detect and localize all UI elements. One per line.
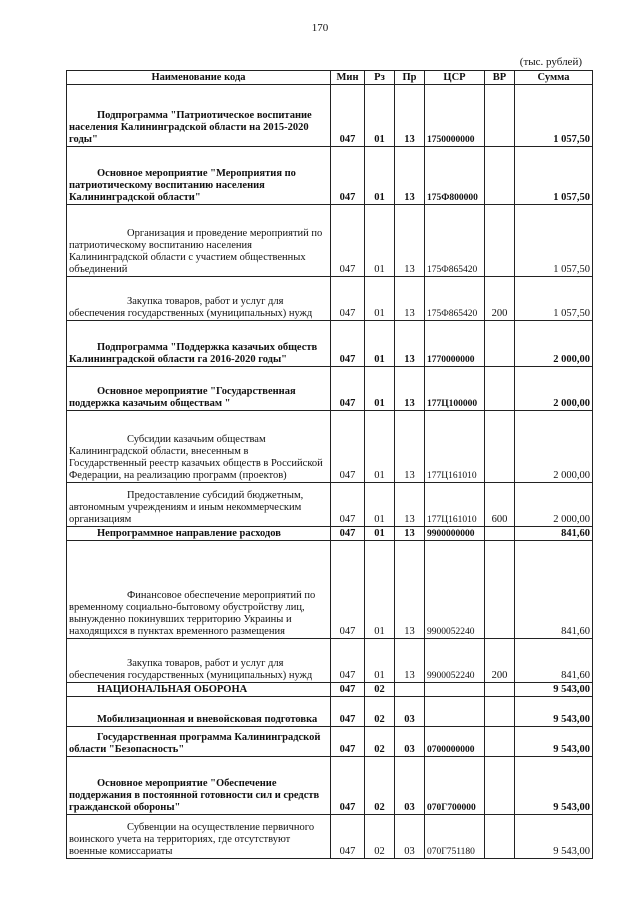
- row-sum: 9 543,00: [515, 815, 593, 859]
- row-vr: [485, 85, 515, 147]
- row-rz: 02: [365, 697, 395, 727]
- row-csr: 070Г700000: [425, 757, 485, 815]
- row-name: Предоставление субсидий бюджетным, автономным учреждениям и иным некоммерческим организациям: [67, 483, 331, 527]
- row-name: Основное мероприятие "Мероприятия по патриотическому воспитанию населения Калининградской области": [67, 147, 331, 205]
- row-sum: 841,60: [515, 527, 593, 541]
- row-pr: 13: [395, 205, 425, 277]
- table-row: [67, 147, 593, 205]
- row-vr: [485, 697, 515, 727]
- row-min: 047: [331, 367, 365, 411]
- row-pr: 13: [395, 147, 425, 205]
- row-pr: 03: [395, 727, 425, 757]
- row-pr: 13: [395, 639, 425, 683]
- table-row: [67, 483, 593, 527]
- row-vr: [485, 757, 515, 815]
- table-row: [67, 367, 593, 411]
- row-min: 047: [331, 697, 365, 727]
- row-vr: [485, 205, 515, 277]
- row-min: 047: [331, 147, 365, 205]
- row-min: 047: [331, 683, 365, 697]
- row-sum: 1 057,50: [515, 277, 593, 321]
- row-rz: 01: [365, 205, 395, 277]
- header-vr: ВР: [485, 71, 515, 85]
- row-pr: 03: [395, 697, 425, 727]
- row-name: Основное мероприятие "Государственная поддержка казачьим обществам ": [67, 367, 331, 411]
- header-name: Наименование кода: [67, 71, 331, 85]
- row-rz: 01: [365, 321, 395, 367]
- row-csr: 175Ф865420: [425, 277, 485, 321]
- row-vr: 200: [485, 277, 515, 321]
- table-row: [67, 411, 593, 483]
- row-csr: [425, 697, 485, 727]
- row-rz: 02: [365, 757, 395, 815]
- row-pr: 13: [395, 321, 425, 367]
- units-label: (тыс. рублей): [519, 56, 582, 68]
- row-vr: [485, 527, 515, 541]
- row-pr: 13: [395, 277, 425, 321]
- row-rz: 01: [365, 277, 395, 321]
- row-pr: 13: [395, 527, 425, 541]
- table-row: [67, 277, 593, 321]
- row-name: Мобилизационная и вневойсковая подготовка: [67, 697, 331, 727]
- row-rz: 01: [365, 639, 395, 683]
- row-vr: [485, 367, 515, 411]
- row-name: Подпрограмма "Патриотическое воспитание населения Калининградской области на 2015-2020 годы": [67, 85, 331, 147]
- row-sum: 1 057,50: [515, 85, 593, 147]
- row-rz: 01: [365, 527, 395, 541]
- row-rz: 01: [365, 483, 395, 527]
- row-vr: 600: [485, 483, 515, 527]
- header-sum: Сумма: [515, 71, 593, 85]
- row-sum: 841,60: [515, 541, 593, 639]
- row-min: 047: [331, 541, 365, 639]
- row-min: 047: [331, 757, 365, 815]
- row-sum: 2 000,00: [515, 367, 593, 411]
- row-sum: 2 000,00: [515, 483, 593, 527]
- row-csr: 1750000000: [425, 85, 485, 147]
- row-pr: 03: [395, 757, 425, 815]
- row-rz: 01: [365, 411, 395, 483]
- row-vr: [485, 815, 515, 859]
- row-name: Подпрограмма "Поддержка казачьих обществ Калининградской области га 2016-2020 годы": [67, 321, 331, 367]
- row-name: Финансовое обеспечение мероприятий по временному социально-бытовому обустройству лиц, вынужденно покинувших территорию Украины и находящихся в пунктах временного размещения: [67, 541, 331, 639]
- row-csr: 9900052240: [425, 541, 485, 639]
- table-row: [67, 727, 593, 757]
- row-rz: 02: [365, 815, 395, 859]
- row-pr: 13: [395, 411, 425, 483]
- row-name: Непрограммное направление расходов: [67, 527, 331, 541]
- row-min: 047: [331, 411, 365, 483]
- row-sum: 2 000,00: [515, 321, 593, 367]
- row-sum: 841,60: [515, 639, 593, 683]
- header-min: Мин: [331, 71, 365, 85]
- row-csr: 177Ц161010: [425, 483, 485, 527]
- row-sum: 9 543,00: [515, 697, 593, 727]
- row-min: 047: [331, 205, 365, 277]
- row-sum: 9 543,00: [515, 757, 593, 815]
- row-csr: 9900000000: [425, 527, 485, 541]
- row-csr: 175Ф800000: [425, 147, 485, 205]
- row-name: Государственная программа Калининградской области "Безопасность": [67, 727, 331, 757]
- row-name: Закупка товаров, работ и услуг для обеспечения государственных (муниципальных) нужд: [67, 639, 331, 683]
- row-vr: [485, 411, 515, 483]
- row-min: 047: [331, 815, 365, 859]
- row-name: Организация и проведение мероприятий по патриотическому воспитанию населения Калининградской области с участием общественных объединений: [67, 205, 331, 277]
- row-vr: [485, 683, 515, 697]
- row-min: 047: [331, 639, 365, 683]
- row-name: Субвенции на осуществление первичного воинского учета на территориях, где отсутствуют военные комиссариаты: [67, 815, 331, 859]
- table-row: [67, 697, 593, 727]
- table-row: [67, 85, 593, 147]
- table-row: [67, 815, 593, 859]
- row-csr: 0700000000: [425, 727, 485, 757]
- row-csr: 177Ц161010: [425, 411, 485, 483]
- row-csr: 177Ц100000: [425, 367, 485, 411]
- header-csr: ЦСР: [425, 71, 485, 85]
- row-csr: 070Г751180: [425, 815, 485, 859]
- row-min: 047: [331, 85, 365, 147]
- row-rz: 02: [365, 683, 395, 697]
- row-csr: 175Ф865420: [425, 205, 485, 277]
- table-row: [67, 205, 593, 277]
- row-min: 047: [331, 321, 365, 367]
- row-name: Основное мероприятие "Обеспечение поддержания в постоянной готовности сил и средств гражданской обороны": [67, 757, 331, 815]
- row-vr: [485, 321, 515, 367]
- table-row: [67, 541, 593, 639]
- row-min: 047: [331, 483, 365, 527]
- budget-table: [66, 70, 593, 859]
- header-rz: Рз: [365, 71, 395, 85]
- row-pr: 13: [395, 541, 425, 639]
- row-min: 047: [331, 527, 365, 541]
- row-rz: 02: [365, 727, 395, 757]
- row-min: 047: [331, 277, 365, 321]
- table-row: [67, 639, 593, 683]
- row-rz: 01: [365, 85, 395, 147]
- row-pr: 13: [395, 367, 425, 411]
- row-min: 047: [331, 727, 365, 757]
- row-pr: 13: [395, 85, 425, 147]
- row-sum: 2 000,00: [515, 411, 593, 483]
- row-vr: [485, 727, 515, 757]
- row-name: Закупка товаров, работ и услуг для обеспечения государственных (муниципальных) нужд: [67, 277, 331, 321]
- row-name: НАЦИОНАЛЬНАЯ ОБОРОНА: [67, 683, 331, 697]
- row-csr: [425, 683, 485, 697]
- row-csr: 1770000000: [425, 321, 485, 367]
- row-pr: [395, 683, 425, 697]
- header-pr: Пр: [395, 71, 425, 85]
- row-sum: 9 543,00: [515, 727, 593, 757]
- row-sum: 1 057,50: [515, 205, 593, 277]
- row-sum: 9 543,00: [515, 683, 593, 697]
- row-vr: [485, 541, 515, 639]
- table-row: [67, 527, 593, 541]
- row-vr: 200: [485, 639, 515, 683]
- table-row: [67, 757, 593, 815]
- row-pr: 13: [395, 483, 425, 527]
- page-number: 170: [311, 22, 329, 34]
- row-pr: 03: [395, 815, 425, 859]
- row-name: Субсидии казачьим обществам Калининградской области, внесенным в Государственный реестр казачьих обществ в Российской Федерации, на реализацию программ (проектов): [67, 411, 331, 483]
- table-header-row: [67, 71, 593, 85]
- row-sum: 1 057,50: [515, 147, 593, 205]
- row-rz: 01: [365, 541, 395, 639]
- row-csr: 9900052240: [425, 639, 485, 683]
- table-row: [67, 683, 593, 697]
- row-rz: 01: [365, 147, 395, 205]
- row-vr: [485, 147, 515, 205]
- row-rz: 01: [365, 367, 395, 411]
- table-row: [67, 321, 593, 367]
